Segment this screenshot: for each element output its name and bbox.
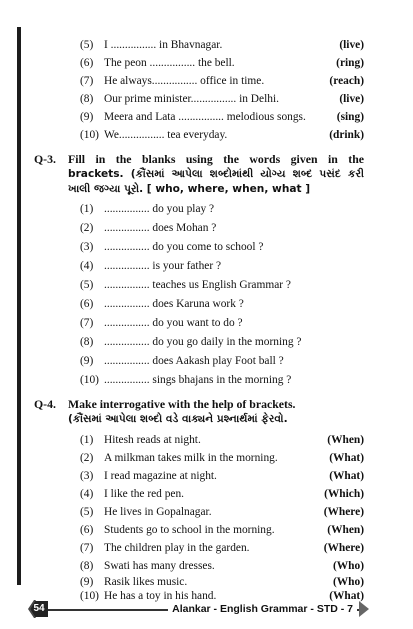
- item-text: ................ does Karuna work ?: [104, 298, 244, 310]
- item-text: ................ do you play ?: [104, 203, 215, 215]
- list-item: [80, 450, 364, 466]
- instruction-line-gujarati: (કૌંસમાં આપેલા શબ્દો વડે વાક્યને પ્રશ્નાર્થમાં ફેરવો.: [68, 413, 288, 425]
- instruction-line-english: Fill in the blanks using the words given in the: [68, 152, 364, 166]
- item-number: (5): [80, 39, 94, 51]
- item-number: (6): [80, 524, 94, 536]
- item-number: (9): [80, 111, 94, 123]
- list-item: [80, 37, 364, 53]
- item-text: Students go to school in the morning.: [104, 524, 275, 536]
- book-title: Alankar - English Grammar - STD - 7: [168, 601, 357, 617]
- item-number: (4): [80, 488, 94, 500]
- item-hint: (Where): [323, 542, 364, 554]
- item-hint: (Who): [332, 560, 364, 572]
- item-text: Meera and Lata ................ melodious songs.: [104, 111, 306, 123]
- page-number: 54: [33, 603, 45, 614]
- instruction-line-mixed: brackets. (કૌંસમાં આપેલા શબ્દોમાંથી યોગ્ય શબ્દ પસંદ કરી: [68, 168, 364, 180]
- item-hint: (reach): [329, 75, 364, 87]
- item-hint: (Where): [323, 506, 364, 518]
- list-item: [80, 372, 364, 388]
- list-item: [80, 315, 364, 331]
- question-instruction: [68, 152, 364, 197]
- question-instruction: [68, 397, 364, 427]
- item-hint: (live): [339, 39, 364, 51]
- list-item: [80, 522, 364, 538]
- list-item: [80, 127, 364, 143]
- item-text: He always................ office in time.: [104, 75, 265, 87]
- item-hint: (When): [327, 524, 364, 536]
- item-number: (2): [80, 452, 94, 464]
- item-text: I ................ in Bhavnagar.: [104, 39, 223, 51]
- item-number: (8): [80, 336, 94, 348]
- item-hint: (When): [327, 434, 364, 446]
- item-text: Swati has many dresses.: [104, 560, 215, 572]
- item-number: (1): [80, 203, 94, 215]
- list-item: [80, 201, 364, 217]
- item-number: (5): [80, 279, 94, 291]
- item-number: (7): [80, 542, 94, 554]
- list-item: [80, 109, 364, 125]
- list-item: [80, 540, 364, 556]
- item-text: ................ does Aakash play Foot ball ?: [104, 355, 284, 367]
- list-item: [80, 432, 364, 448]
- item-text: A milkman takes milk in the morning.: [104, 452, 278, 464]
- list-item: [80, 486, 364, 502]
- item-text: Our prime minister................ in Delhi.: [104, 93, 279, 105]
- item-text: We................ tea everyday.: [104, 129, 228, 141]
- item-text: Hitesh reads at night.: [104, 434, 201, 446]
- item-hint: (Which): [324, 488, 364, 500]
- list-item: [80, 296, 364, 312]
- item-number: (4): [80, 260, 94, 272]
- list-item: [80, 73, 364, 89]
- item-number: (7): [80, 75, 94, 87]
- question-3-heading: [34, 152, 364, 199]
- item-number: (2): [80, 222, 94, 234]
- item-text: The children play in the garden.: [104, 542, 250, 554]
- left-margin-bar: [17, 27, 21, 585]
- item-hint: (What): [329, 452, 364, 464]
- item-text: He has a toy in his hand.: [104, 590, 217, 602]
- item-number: (3): [80, 470, 94, 482]
- item-hint: (drink): [329, 129, 364, 141]
- item-text: ................ sings bhajans in the morning ?: [104, 374, 292, 386]
- item-number: (8): [80, 93, 94, 105]
- question-number: Q-3.: [34, 152, 56, 166]
- item-number: (10): [80, 129, 99, 141]
- question-number: Q-4.: [34, 397, 56, 411]
- list-item: [80, 353, 364, 369]
- list-item: [80, 258, 364, 274]
- item-text: ................ do you want to do ?: [104, 317, 243, 329]
- item-number: (3): [80, 241, 94, 253]
- list-item: [80, 334, 364, 350]
- item-text: ................ do you come to school ?: [104, 241, 264, 253]
- item-number: (9): [80, 355, 94, 367]
- item-hint: (What): [329, 590, 364, 602]
- item-number: (10): [80, 590, 99, 602]
- item-text: ................ do you go daily in the morning ?: [104, 336, 302, 348]
- item-number: (5): [80, 506, 94, 518]
- question-4-heading: [34, 397, 364, 429]
- item-text: ................ teaches us English Grammar ?: [104, 279, 291, 291]
- item-number: (8): [80, 560, 94, 572]
- list-item: [80, 239, 364, 255]
- item-hint: (live): [339, 93, 364, 105]
- item-number: (1): [80, 434, 94, 446]
- list-item: [80, 220, 364, 236]
- instruction-line-gujarati: ખાલી જગ્યા પૂરો. [ who, where, when, what ]: [68, 183, 311, 195]
- item-hint: (What): [329, 470, 364, 482]
- item-text: ................ is your father ?: [104, 260, 222, 272]
- item-number: (9): [80, 576, 94, 588]
- item-text: I read magazine at night.: [104, 470, 217, 482]
- instruction-line-english: Make interrogative with the help of brackets.: [68, 397, 296, 411]
- item-text: He lives in Gopalnagar.: [104, 506, 212, 518]
- item-text: ................ does Mohan ?: [104, 222, 217, 234]
- item-hint: (ring): [336, 57, 364, 69]
- item-hint: (sing): [336, 111, 364, 123]
- item-number: (6): [80, 298, 94, 310]
- item-text: Rasik likes music.: [104, 576, 188, 588]
- list-item: [80, 468, 364, 484]
- item-hint: (Who): [332, 576, 364, 588]
- list-item: [80, 277, 364, 293]
- item-text: I like the red pen.: [104, 488, 185, 500]
- item-text: The peon ................ the bell.: [104, 57, 235, 69]
- item-number: (10): [80, 374, 99, 386]
- list-item: [80, 55, 364, 71]
- item-number: (7): [80, 317, 94, 329]
- list-item: [80, 504, 364, 520]
- item-number: (6): [80, 57, 94, 69]
- list-item: [80, 91, 364, 107]
- list-item: [80, 588, 364, 604]
- list-item: [80, 558, 364, 574]
